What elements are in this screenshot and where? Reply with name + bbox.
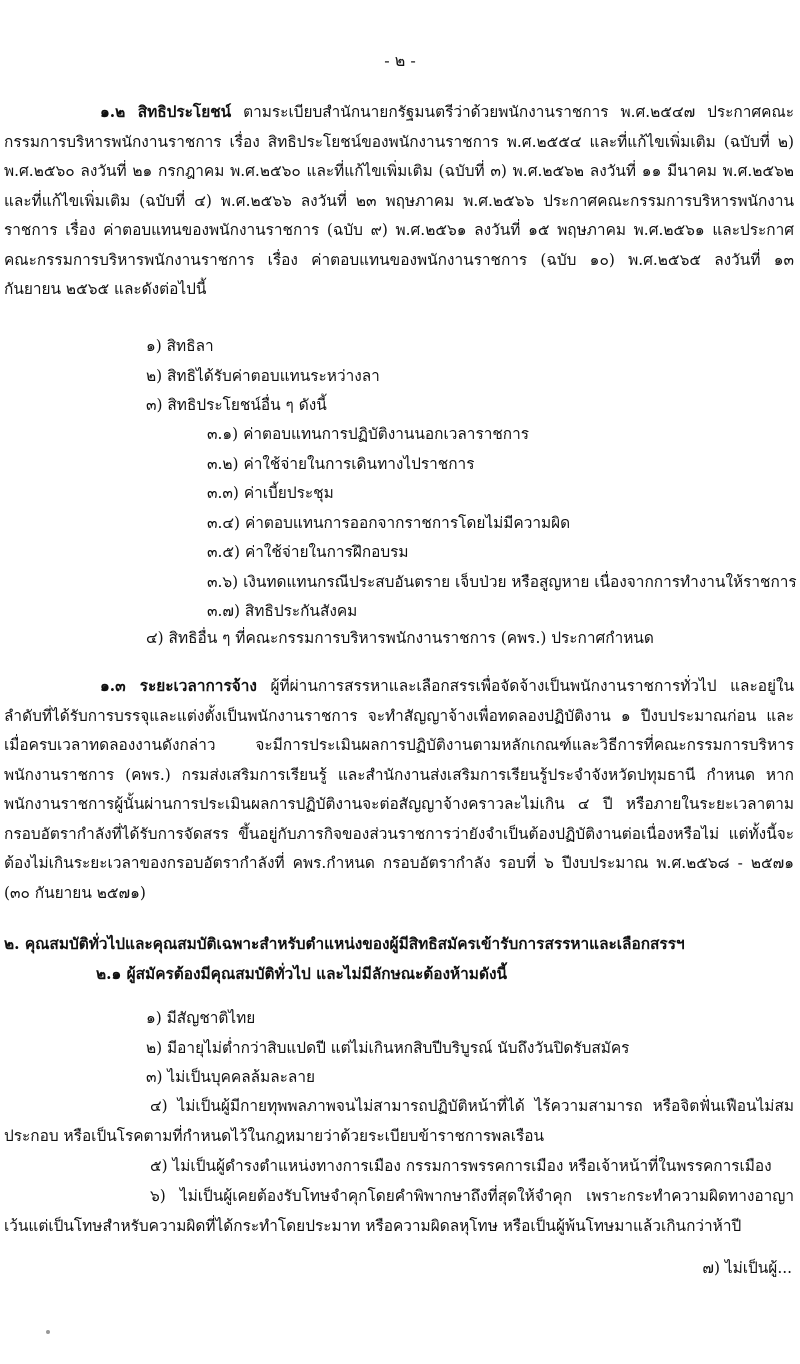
section-2-title: ๒. คุณสมบัติทั่วไปและคุณสมบัติเฉพาะสำหรับตำแหน่งของผู้มีสิทธิสมัครเข้ารับการสรรหาและเลือกสรรฯ — [4, 935, 685, 953]
section-1-2-body: ตามระเบียบสำนักนายกรัฐมนตรีว่าด้วยพนักงานราชการ พ.ศ.๒๕๔๗ ประกาศคณะกรรมการบริหารพนักงานราชการ เรื่อง สิทธิประโยชน์ของพนักงานราชการ พ.ศ.๒๕๕๔ และที่แก้ไขเพิ่มเติม (ฉบับที่ ๒) พ.ศ.๒๕๖๐ ลงวันที่ ๒๑ กรกฎาคม พ.ศ.๒๕๖๐ และที่แก้ไขเพิ่มเติม (ฉบับที่ ๓) พ.ศ.๒๕๖๒ ลงวันที่ ๑๑ มีนาคม พ.ศ.๒๕๖๒ และที่แก้ไขเพิ่มเติม (ฉบับที่ ๔) พ.ศ.๒๕๖๖ ลงวันที่ ๒๓ พฤษภาคม พ.ศ.๒๕๖๖ ประกาศคณะกรรมการบริหารพนักงานราชการ เรื่อง ค่าตอบแทนของพนักงานราชการ (ฉบับ ๙) พ.ศ.๒๕๖๑ ลงวันที่ ๑๕ พฤษภาคม พ.ศ.๒๕๖๑ และประกาศคณะกรรมการบริหารพนักงานราชการ เรื่อง ค่าตอบแทนของพนักงานราชการ (ฉบับ ๑๐) พ.ศ.๒๕๖๕ ลงวันที่ ๑๓ กันยายน ๒๕๖๕ และดังต่อไปนี้ — [4, 103, 795, 298]
benefits-list — [146, 332, 380, 421]
list-item: ๓.๒) ค่าใช้จ่ายในการเดินทางไปราชการ — [207, 454, 475, 473]
list-item: ๒) มีอายุไม่ต่ำกว่าสิบแปดปี แต่ไม่เกินหกสิบปีบริบูรณ์ นับถึงวันปิดรับสมัคร — [146, 1038, 630, 1057]
list-item: ๓.๔) ค่าตอบแทนการออกจากราชการโดยไม่มีความผิด — [207, 513, 571, 532]
list-item: ๓.๓) ค่าเบี้ยประชุม — [207, 484, 334, 502]
section-1-3-body: ผู้ที่ผ่านการสรรหาและเลือกสรรเพื่อจัดจ้างเป็นพนักงานราชการทั่วไป และอยู่ในลำดับที่ได้รับการบรรจุและแต่งตั้งเป็นพนักงานราชการ จะทำสัญญาจ้างเพื่อทดลองปฏิบัติงาน ๑ ปีงบประมาณก่อน และเมื่อครบเวลาทดลองงานดังกล่าว จะมีการประเมินผลการปฏิบัติงานตามหลักเกณฑ์และวิธีการที่คณะกรรมการบริหารพนักงานราชการ (คพร.) กรมส่งเสริมการเรียนรู้ และสำนักงานส่งเสริมการเรียนรู้ประจำจังหวัดปทุมธานี กำหนด หากพนักงานราชการผู้นั้นผ่านการประเมินผลการปฏิบัติงานจะต่อสัญญาจ้างคราวละไม่เกิน ๔ ปี หรือภายในระยะเวลาตามกรอบอัตรากำลังที่ได้รับการจัดสรร ขึ้นอยู่กับภารกิจของส่วนราชการว่ายังจำเป็นต้องปฏิบัติงานต่อเนื่องหรือไม่ แต่ทั้งนี้จะต้องไม่เกินระยะเวลาของกรอบอัตรากำลังที่ คพร.กำหนด กรอบอัตรากำลัง รอบที่ ๖ ปีงบประมาณ พ.ศ.๒๕๖๘ - ๒๕๗๑ (๓๐ กันยายน ๒๕๗๑) — [4, 677, 795, 902]
qualification-item-4: ๔) ไม่เป็นผู้มีกายทุพพลภาพจนไม่สามารถปฏิบัติหน้าที่ได้ ไร้ความสามารถ หรือจิตฟั่นเฟือนไม่สมประกอบ หรือเป็นโรคตามที่กำหนดไว้ในกฎหมายว่าด้วยระเบียบข้าราชการพลเรือน — [4, 1097, 794, 1145]
qualifications-list — [146, 1004, 629, 1093]
section-1-2-paragraph — [4, 98, 794, 305]
list-item: ๓.๖) เงินทดแทนกรณีประสบอันตราย เจ็บป่วย หรือสูญหาย เนื่องจากการทำงานให้ราชการ — [207, 572, 797, 591]
list-item: ๑) สิทธิลา — [146, 337, 214, 355]
qualification-item-5: ๕) ไม่เป็นผู้ดำรงตำแหน่งทางการเมือง กรรมการพรรคการเมือง หรือเจ้าหน้าที่ในพรรคการเมือง — [150, 1157, 772, 1175]
qualification-item-6: ๖) ไม่เป็นผู้เคยต้องรับโทษจำคุกโดยคำพิพากษาถึงที่สุดให้จำคุก เพราะกระทำความผิดทางอาญาเว้นแต่เป็นโทษสำหรับความผิดที่ได้กระทำโดยประมาท หรือความผิดลหุโทษ หรือเป็นผู้พ้นโทษมาแล้วเกินกว่าห้าปี — [4, 1187, 794, 1235]
list-item: ๒) สิทธิได้รับค่าตอบแทนระหว่างลา — [146, 366, 380, 385]
page-number: - ๒ - — [384, 51, 416, 70]
section-1-3-heading: ๑.๓ ระยะเวลาการจ้าง — [100, 677, 257, 695]
list-item: ๓) สิทธิประโยชน์อื่น ๆ ดังนี้ — [146, 396, 327, 414]
section-1-2-heading: ๑.๒ สิทธิประโยชน์ — [100, 103, 232, 121]
benefits-list-last — [146, 624, 654, 654]
scan-speck — [46, 1330, 50, 1334]
list-item: ๔) สิทธิอื่น ๆ ที่คณะกรรมการบริหารพนักงานราชการ (คพร.) ประกาศกำหนด — [146, 629, 654, 647]
list-item: ๓.๗) สิทธิประกันสังคม — [207, 602, 358, 620]
list-item: ๓.๑) ค่าตอบแทนการปฏิบัติงานนอกเวลาราชการ — [207, 425, 530, 443]
section-2-1-subtitle: ๒.๑ ผู้สมัครต้องมีคุณสมบัติทั่วไป และไม่มีลักษณะต้องห้ามดังนี้ — [96, 965, 507, 983]
list-item: ๓) ไม่เป็นบุคคลล้มละลาย — [146, 1068, 316, 1086]
section-1-3-paragraph — [4, 672, 794, 908]
continued-on-next-page: ๗) ไม่เป็นผู้... — [702, 1259, 792, 1277]
list-item: ๓.๕) ค่าใช้จ่ายในการฝึกอบรม — [207, 543, 409, 561]
list-item: ๑) มีสัญชาติไทย — [146, 1009, 256, 1027]
other-benefits-sublist — [207, 420, 797, 627]
